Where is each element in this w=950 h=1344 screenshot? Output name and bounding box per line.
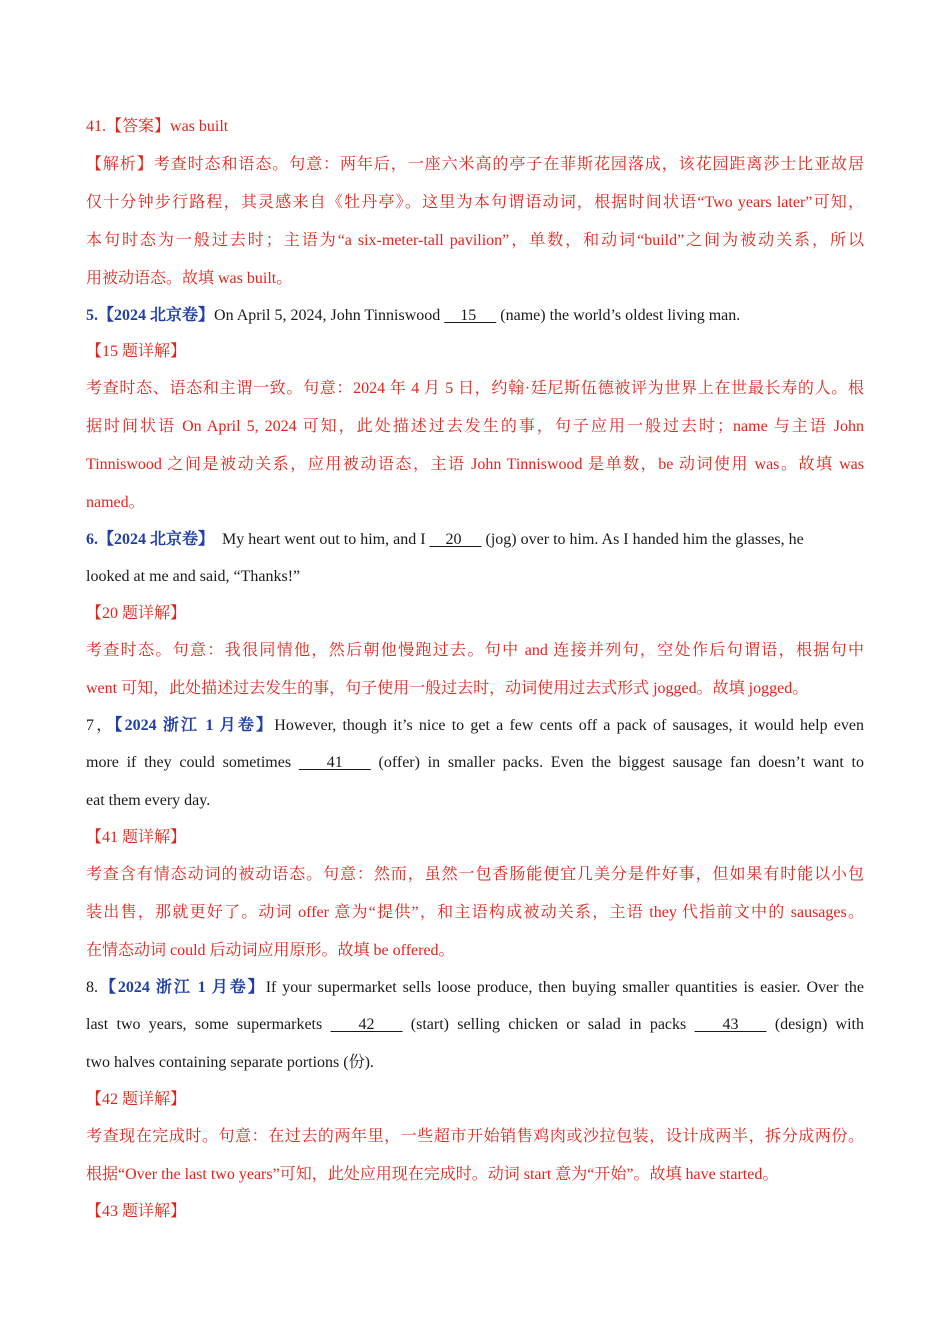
q6-text-before: My heart went out to him, and I bbox=[214, 531, 430, 548]
q6-detail-line-1: 考查时态。句意：我很同情他，然后朝他慢跑过去。句中 and 连接并列句，空处作后句谓语，根据句中 bbox=[86, 642, 864, 659]
q5-detail-line-3: Tinniswood 之间是被动关系，应用被动语态，主语 John Tinniswood 是单数，be 动词使用 was。故填 was bbox=[86, 456, 864, 473]
q8-blank-43: 43 bbox=[694, 1016, 767, 1033]
q8-source: 【2024 浙江 1 月卷】 bbox=[98, 979, 266, 996]
q5-text-after: (name) the world’s oldest living man. bbox=[496, 307, 741, 324]
q8-detail-heading-42: 【42 题详解】 bbox=[86, 1091, 187, 1108]
q7-blank: 41 bbox=[298, 754, 371, 771]
q7-question-line-1 bbox=[86, 708, 864, 744]
q8-blank-42: 42 bbox=[330, 1016, 403, 1033]
q8-line-2-a: last two years, some supermarkets bbox=[86, 1016, 331, 1033]
q41-analysis-line-1: 【解析】考查时态和语态。句意：两年后，一座六米高的亭子在菲斯花园落成，该花园距离莎士比亚故居 bbox=[86, 156, 864, 173]
q8-line-2-b: (start) selling chicken or salad in packs bbox=[402, 1016, 695, 1033]
q8-question-line-2 bbox=[86, 1006, 864, 1044]
q41-analysis-line-4: 用被动语态。故填 was built。 bbox=[86, 270, 293, 287]
q7-line-2-after: (offer) in smaller packs. Even the biggest sausage fan doesn’t want to bbox=[370, 754, 865, 771]
q5-question-line bbox=[86, 298, 864, 334]
q8-question-line-3: two halves containing separate portions (份). bbox=[86, 1054, 374, 1071]
q8-number: 8. bbox=[86, 979, 98, 996]
q8-detail-line-2: 根据“Over the last two years”可知，此处应用现在完成时。动词 start 意为“开始”。故填 have started。 bbox=[86, 1166, 779, 1183]
q6-source: 【2024 北京卷】 bbox=[98, 531, 215, 548]
q41-analysis-line-3: 本句时态为一般过去时；主语为“a six-meter-tall pavilion”，单数，和动词“build”之间为被动关系，所以 bbox=[86, 232, 864, 249]
q5-source: 【2024 北京卷】 bbox=[98, 307, 215, 324]
q7-number: 7， bbox=[86, 717, 115, 734]
q5-blank: 15 bbox=[444, 307, 497, 324]
q7-detail-line-1: 考查含有情态动词的被动语态。句意：然而，虽然一包香肠能便宜几美分是件好事，但如果有时能以小包 bbox=[86, 866, 864, 883]
q41-answer-tag: 【答案】 bbox=[106, 118, 171, 135]
document-content bbox=[86, 108, 864, 1230]
q6-text-after: (jog) over to him. As I handed him the glasses, he bbox=[481, 531, 804, 548]
q8-question-line-1 bbox=[86, 970, 864, 1006]
q8-detail-line-1: 考查现在完成时。句意：在过去的两年里，一些超市开始销售鸡肉或沙拉包装，设计成两半，拆分成两份。 bbox=[86, 1128, 864, 1145]
q8-line-1-text: If your supermarket sells loose produce, then buying smaller quantities is easier. Over the bbox=[265, 979, 864, 996]
q41-answer: was built bbox=[170, 118, 229, 135]
q41-number: 41. bbox=[86, 118, 106, 135]
q6-number: 6. bbox=[86, 531, 98, 548]
q7-detail-line-2: 装出售，那就更好了。动词 offer 意为“提供”，和主语构成被动关系，主语 they 代指前文中的 sausages。 bbox=[86, 904, 864, 921]
q7-question-line-2 bbox=[86, 744, 864, 782]
q41-answer-line bbox=[86, 108, 864, 146]
q6-blank: 20 bbox=[429, 531, 482, 548]
q5-detail-heading: 【15 题详解】 bbox=[86, 343, 187, 360]
q7-line-2-before: more if they could sometimes bbox=[86, 754, 299, 771]
q7-detail-heading: 【41 题详解】 bbox=[86, 829, 187, 846]
q5-number: 5. bbox=[86, 307, 98, 324]
q7-line-1-text: However, though it’s nice to get a few cents off a pack of sausages, it would help even bbox=[274, 717, 864, 734]
q5-text-before: On April 5, 2024, John Tinniswood bbox=[214, 307, 445, 324]
q6-detail-line-2: went 可知，此处描述过去发生的事，句子使用一般过去时，动词使用过去式形式 jogged。故填 jogged。 bbox=[86, 680, 809, 697]
q41-analysis-line-2: 仅十分钟步行路程，其灵感来自《牡丹亭》。这里为本句谓语动词，根据时间状语“Two years later”可知， bbox=[86, 194, 864, 211]
q5-detail-line-1: 考查时态、语态和主谓一致。句意：2024 年 4 月 5 日，约翰·廷尼斯伍德被评为世界上在世最长寿的人。根 bbox=[86, 380, 864, 397]
q7-question-line-3: eat them every day. bbox=[86, 792, 211, 809]
q7-detail-line-3: 在情态动词 could 后动词应用原形。故填 be offered。 bbox=[86, 942, 455, 959]
q6-question-line-1 bbox=[86, 522, 864, 558]
q7-source: 【2024 浙江 1 月卷】 bbox=[114, 717, 275, 734]
q8-line-2-c: (design) with bbox=[766, 1016, 865, 1033]
q6-detail-heading: 【20 题详解】 bbox=[86, 605, 187, 622]
q6-question-line-2: looked at me and said, “Thanks!” bbox=[86, 568, 301, 585]
q5-detail-line-2: 据时间状语 On April 5, 2024 可知，此处描述过去发生的事，句子应用一般过去时；name 与主语 John bbox=[86, 418, 864, 435]
q8-detail-heading-43: 【43 题详解】 bbox=[86, 1203, 187, 1220]
q5-detail-line-4: named。 bbox=[86, 494, 145, 511]
